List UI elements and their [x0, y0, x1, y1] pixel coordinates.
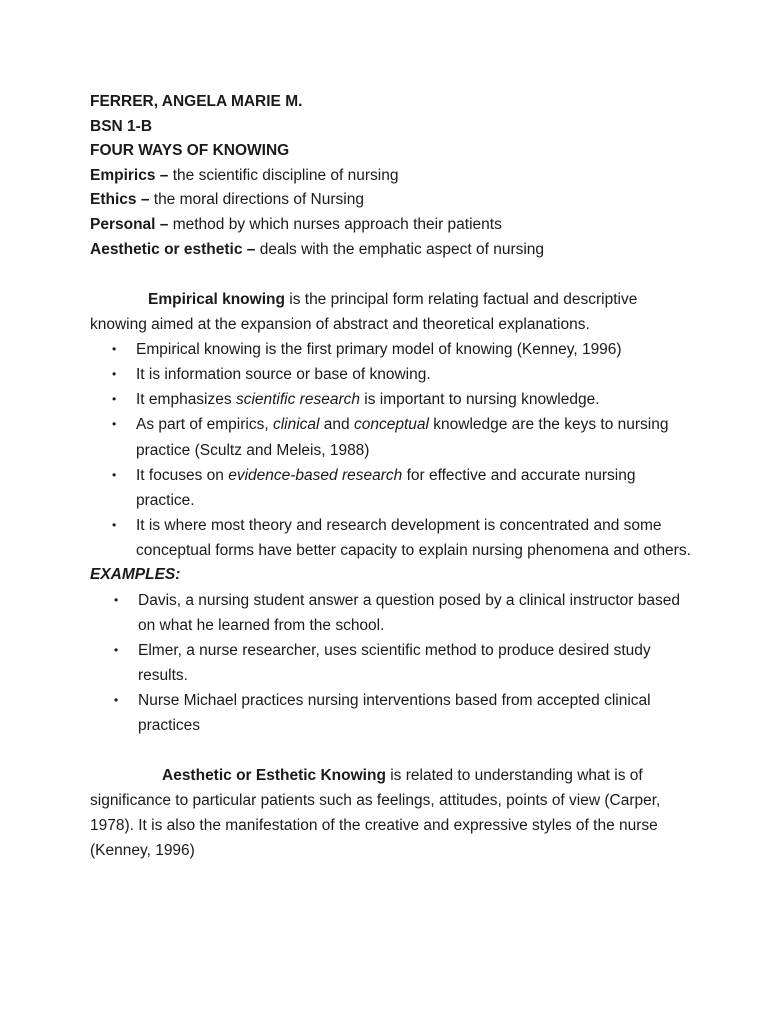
definition-term: Ethics – [90, 191, 150, 209]
bullet-icon: • [112, 392, 117, 407]
bullet-icon: • [114, 592, 119, 607]
list-item [90, 463, 696, 513]
section-label: BSN 1-B [90, 117, 153, 135]
empirical-paragraph [90, 287, 690, 337]
paragraph-text: is related to understanding what is of significance to particular patients such as feelings, attitudes, points of view (Carper, 1978). It is also the manifestation of the creative and expressive styles of the nurse (Kenney, 1996) [90, 767, 661, 860]
emphasis-text: conceptual [353, 416, 429, 434]
list-item-text: As part of empirics, [136, 416, 273, 434]
definition-text: method by which nurses approach their patients [168, 215, 502, 233]
definition-term: Personal – [90, 215, 169, 233]
emphasis-text: scientific research [235, 391, 360, 409]
emphasis-text: evidence-based research [228, 466, 403, 484]
examples-list [90, 588, 700, 739]
list-item-text: Nurse Michael practices nursing interventions based from accepted clinical practices [138, 691, 651, 735]
bullet-icon: • [112, 517, 117, 532]
list-item-text: Davis, a nursing student answer a question posed by a clinical instructor based on what he learned from the school. [138, 591, 680, 634]
definition-aesthetic [90, 238, 700, 263]
list-item [90, 513, 696, 563]
definition-text: the moral directions of Nursing [149, 191, 364, 209]
list-item-text: It emphasizes [136, 391, 236, 409]
document-page [90, 90, 700, 863]
list-item [90, 387, 696, 412]
list-item [90, 588, 698, 638]
list-item-text: It is where most theory and research development is concentrated and some conceptual forms have better capacity to explain nursing phenomena and others. [136, 516, 691, 559]
definition-text: deals with the emphatic aspect of nursing [255, 240, 545, 258]
list-item [90, 638, 698, 688]
bullet-icon: • [112, 467, 117, 482]
bullet-icon: • [112, 342, 117, 357]
definition-personal [90, 213, 700, 238]
definition-empirics [90, 164, 700, 189]
list-item-text: Empirical knowing is the first primary model of knowing (Kenney, 1996) [136, 341, 622, 359]
paragraph-lead: Empirical knowing [148, 291, 285, 309]
bullet-icon: • [114, 642, 119, 657]
author-name: FERRER, ANGELA MARIE M. [90, 93, 303, 110]
list-item-text: is important to nursing knowledge. [359, 391, 600, 409]
definition-term: Aesthetic or esthetic – [90, 240, 256, 258]
list-item [90, 688, 698, 738]
empirical-bullet-list [90, 337, 700, 563]
paragraph-lead: Aesthetic or Esthetic Knowing [162, 767, 386, 785]
aesthetic-paragraph [90, 763, 690, 863]
definition-ethics [90, 188, 700, 213]
list-item-text: and [319, 416, 354, 434]
document-title: FOUR WAYS OF KNOWING [90, 142, 290, 160]
list-item-text: for effective and accurate nursing practice. [136, 466, 636, 509]
emphasis-text: clinical [272, 416, 320, 434]
paragraph-text: is the principal form relating factual and descriptive knowing aimed at the expansion of abstract and theoretical explanations. [90, 291, 638, 334]
bullet-icon: • [112, 367, 117, 382]
list-item-text: It is information source or base of knowing. [136, 366, 431, 384]
bullet-icon: • [114, 692, 119, 707]
definition-text: the scientific discipline of nursing [168, 166, 399, 184]
list-item [90, 412, 696, 462]
list-item-text: knowledge are the keys to nursing practice (Scultz and Meleis, 1988) [136, 416, 669, 459]
list-item [90, 362, 696, 387]
list-item-text: Elmer, a nurse researcher, uses scientific method to produce desired study results. [138, 641, 651, 684]
definition-term: Empirics – [90, 166, 169, 184]
list-item-text: It focuses on [136, 466, 229, 484]
list-item [90, 337, 696, 362]
examples-heading: EXAMPLES: [90, 566, 181, 583]
bullet-icon: • [112, 417, 117, 432]
